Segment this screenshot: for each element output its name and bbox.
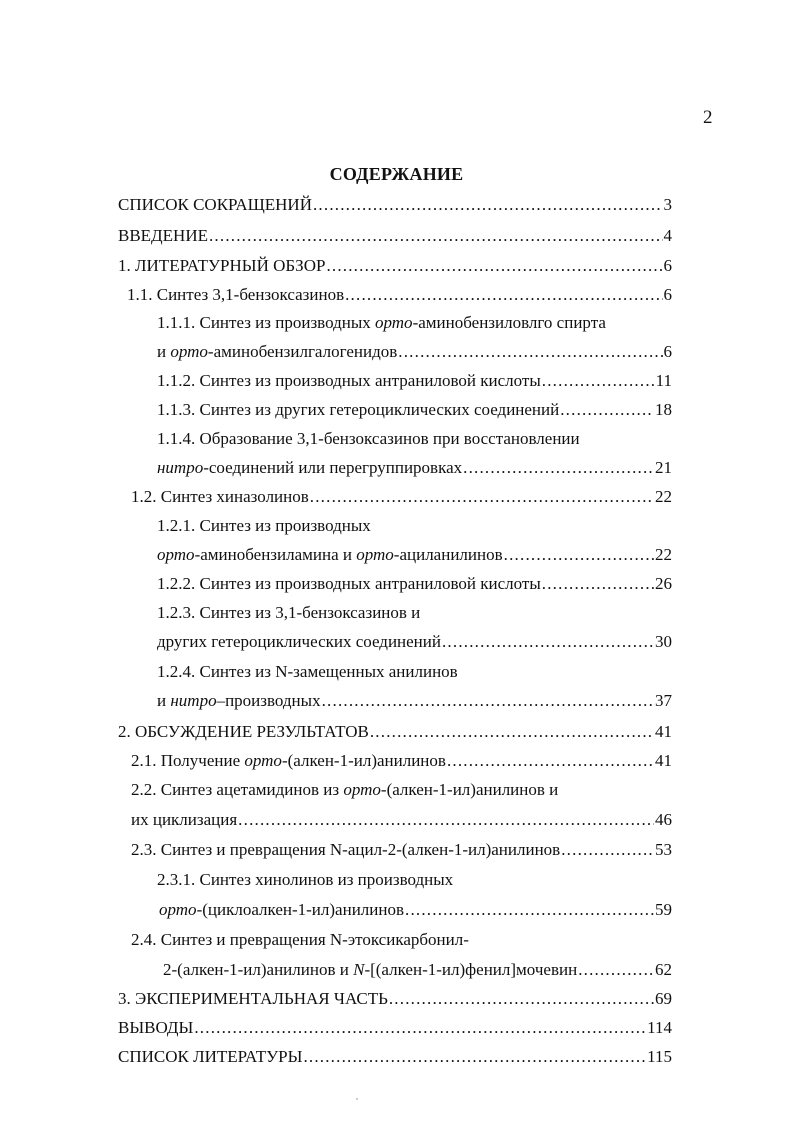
toc-entry-1-1-3 xyxy=(157,400,672,420)
toc-entry-text: 1.1.3. Синтез из других гетероциклических соединений xyxy=(157,400,560,419)
toc-entry-text: ВЫВОДЫ xyxy=(118,1018,194,1037)
toc-entry-chapter-1 xyxy=(118,256,672,276)
dot-leader xyxy=(238,810,654,830)
toc-page-number: 18 xyxy=(655,400,672,419)
dot-leader xyxy=(405,900,654,920)
toc-entry-text xyxy=(157,691,321,711)
toc-entry-1-1-4-line2 xyxy=(157,458,672,478)
dot-leader xyxy=(310,487,654,507)
toc-entry-italic: орто xyxy=(159,900,197,919)
toc-page-number: 6 xyxy=(663,342,672,361)
toc-entry-text xyxy=(157,545,503,565)
dot-leader xyxy=(560,400,654,420)
toc-entry-1-2-4-line1: 1.2.4. Синтез из N-замещенных анилинов xyxy=(157,662,458,681)
toc-page-number: 22 xyxy=(655,487,672,506)
toc-entry-chapter-2 xyxy=(118,722,672,742)
dot-leader xyxy=(345,285,662,305)
dot-leader xyxy=(463,458,654,478)
toc-entry-text: ВВЕДЕНИЕ xyxy=(118,226,208,245)
toc-entry-text xyxy=(159,900,404,920)
toc-entry-italic: орто xyxy=(157,545,195,564)
toc-entry-chapter-3 xyxy=(118,989,672,1009)
toc-entry-text xyxy=(157,342,397,362)
dot-leader xyxy=(194,1018,646,1038)
toc-page-number: 53 xyxy=(655,840,672,859)
toc-entry-text: -аминобензиловлго спирта xyxy=(412,313,606,332)
toc-page-number: 62 xyxy=(655,960,672,979)
toc-entry-italic: N xyxy=(353,960,365,979)
toc-entry-text xyxy=(131,751,446,771)
toc-entry-text: 2.2. Синтез ацетамидинов из xyxy=(131,780,344,799)
toc-entry-2-4-line2 xyxy=(163,960,672,980)
page-title: СОДЕРЖАНИЕ xyxy=(329,164,464,184)
toc-entry-2-2-line2 xyxy=(131,810,672,830)
toc-page-number: 6 xyxy=(663,256,672,275)
toc-entry-text: 1.1. Синтез 3,1-бензоксазинов xyxy=(127,285,345,304)
toc-page-number: 114 xyxy=(647,1018,672,1037)
dot-leader xyxy=(542,371,655,391)
toc-entry-text xyxy=(163,960,577,980)
toc-entry-text: 2. ОБСУЖДЕНИЕ РЕЗУЛЬТАТОВ xyxy=(118,722,369,741)
toc-entry-introduction xyxy=(118,226,672,246)
dot-leader xyxy=(326,256,662,276)
toc-entry-text xyxy=(157,458,462,478)
toc-entry-italic: орто xyxy=(343,780,381,799)
toc-page-number: 46 xyxy=(655,810,672,829)
toc-entry-text: –производных xyxy=(216,691,321,710)
toc-entry-text: 1.1.1. Синтез из производных xyxy=(157,313,375,332)
toc-entry-1-1-4-line1: 1.1.4. Образование 3,1-бензоксазинов при восстановлении xyxy=(157,429,580,448)
toc-page-number: 115 xyxy=(647,1047,672,1066)
toc-page-number: 4 xyxy=(663,226,672,245)
toc-entry-italic: нитро xyxy=(157,458,204,477)
dot-leader xyxy=(303,1047,646,1067)
toc-entry-1-1-2 xyxy=(157,371,672,391)
toc-page-number: 6 xyxy=(663,285,672,304)
toc-entry-text: 1.2. Синтез хиназолинов xyxy=(131,487,309,506)
dot-leader xyxy=(209,226,663,246)
toc-entry-text: СПИСОК СОКРАЩЕНИЙ xyxy=(118,195,312,214)
toc-entry-1-1 xyxy=(127,285,672,305)
toc-page-number: 26 xyxy=(655,574,672,593)
toc-entry-1-2-3-line1: 1.2.3. Синтез из 3,1-бензоксазинов и xyxy=(157,603,421,622)
toc-entry-abbreviations xyxy=(118,195,672,215)
dot-leader xyxy=(398,342,662,362)
toc-entry-italic: нитро xyxy=(170,691,217,710)
toc-entry-2-4-line1: 2.4. Синтез и превращения N-этоксикарбонил- xyxy=(131,930,469,949)
toc-entry-text: 2.1. Получение xyxy=(131,751,245,770)
dot-leader xyxy=(504,545,654,565)
toc-entry-text: -(алкен-1-ил)анилинов и xyxy=(380,780,559,799)
toc-entry-text: -аминобензиламина и xyxy=(194,545,357,564)
toc-entry-italic: орто xyxy=(244,751,282,770)
toc-page-number: 41 xyxy=(655,751,672,770)
toc-entry-conclusions xyxy=(118,1018,672,1038)
toc-entry-1-2-1-line1: 1.2.1. Синтез из производных xyxy=(157,516,371,535)
toc-entry-text: 1.2.2. Синтез из производных антраниловой кислоты xyxy=(157,574,541,593)
toc-page-number: 69 xyxy=(655,989,672,1008)
toc-entry-text: СПИСОК ЛИТЕРАТУРЫ xyxy=(118,1047,303,1066)
toc-entry-2-2-line1 xyxy=(131,780,558,800)
toc-entry-text: -[(алкен-1-ил)фенил]мочевин xyxy=(364,960,578,979)
dot-leader xyxy=(389,989,654,1009)
dot-leader xyxy=(442,632,654,652)
scan-speck xyxy=(356,1098,358,1100)
dot-leader xyxy=(370,722,654,742)
toc-entry-text: -ациланилинов xyxy=(393,545,503,564)
toc-entry-1-2-2 xyxy=(157,574,672,594)
toc-entry-2-3-1-line2 xyxy=(159,900,672,920)
toc-page-number: 41 xyxy=(655,722,672,741)
toc-page-number: 3 xyxy=(663,195,672,214)
toc-page-number: 11 xyxy=(655,371,672,390)
toc-entry-1-2-3-line2 xyxy=(157,632,672,652)
toc-entry-2-1 xyxy=(131,751,672,771)
toc-entry-italic: орто xyxy=(170,342,208,361)
toc-entry-2-3-1-line1: 2.3.1. Синтез хинолинов из производных xyxy=(157,870,454,889)
toc-entry-text: и xyxy=(157,691,171,710)
toc-entry-text: 1.1.2. Синтез из производных антраниловой кислоты xyxy=(157,371,541,390)
toc-entry-text: 3. ЭКСПЕРИМЕНТАЛЬНАЯ ЧАСТЬ xyxy=(118,989,388,1008)
toc-entry-text: 2-(алкен-1-ил)анилинов и xyxy=(163,960,354,979)
dot-leader xyxy=(313,195,663,215)
toc-entry-text: 2.3. Синтез и превращения N-ацил-2-(алкен-1-ил)анилинов xyxy=(131,840,561,859)
toc-entry-2-3 xyxy=(131,840,672,860)
dot-leader xyxy=(322,691,654,711)
toc-entry-1-2-1-line2 xyxy=(157,545,672,565)
toc-entry-text: -(циклоалкен-1-ил)анилинов xyxy=(196,900,404,919)
dot-leader xyxy=(561,840,654,860)
toc-entry-text: 1. ЛИТЕРАТУРНЫЙ ОБЗОР xyxy=(118,256,326,275)
toc-entry-text: -аминобензилгалогенидов xyxy=(207,342,398,361)
toc-page-number: 21 xyxy=(655,458,672,477)
toc-entry-text: их циклизация xyxy=(131,810,238,829)
toc-page-number: 59 xyxy=(655,900,672,919)
toc-page-number: 22 xyxy=(655,545,672,564)
toc-entry-text: -соединений или перегруппировках xyxy=(203,458,463,477)
toc-entry-text: -(алкен-1-ил)анилинов xyxy=(281,751,446,770)
toc-entry-1-1-1-line2 xyxy=(157,342,672,362)
toc-entry-1-2-4-line2 xyxy=(157,691,672,711)
toc-entry-text: других гетероциклических соединений xyxy=(157,632,441,651)
dot-leader xyxy=(542,574,654,594)
toc-page-number: 30 xyxy=(655,632,672,651)
toc-entry-italic: орто xyxy=(375,313,413,332)
dot-leader xyxy=(447,751,654,771)
toc-entry-references xyxy=(118,1047,672,1067)
dot-leader xyxy=(578,960,654,980)
toc-entry-text: и xyxy=(157,342,171,361)
toc-entry-1-2 xyxy=(131,487,672,507)
toc-entry-1-1-1-line1 xyxy=(157,313,606,333)
toc-page-number: 37 xyxy=(655,691,672,710)
toc-entry-italic: орто xyxy=(356,545,394,564)
page-number: 2 xyxy=(703,107,713,128)
